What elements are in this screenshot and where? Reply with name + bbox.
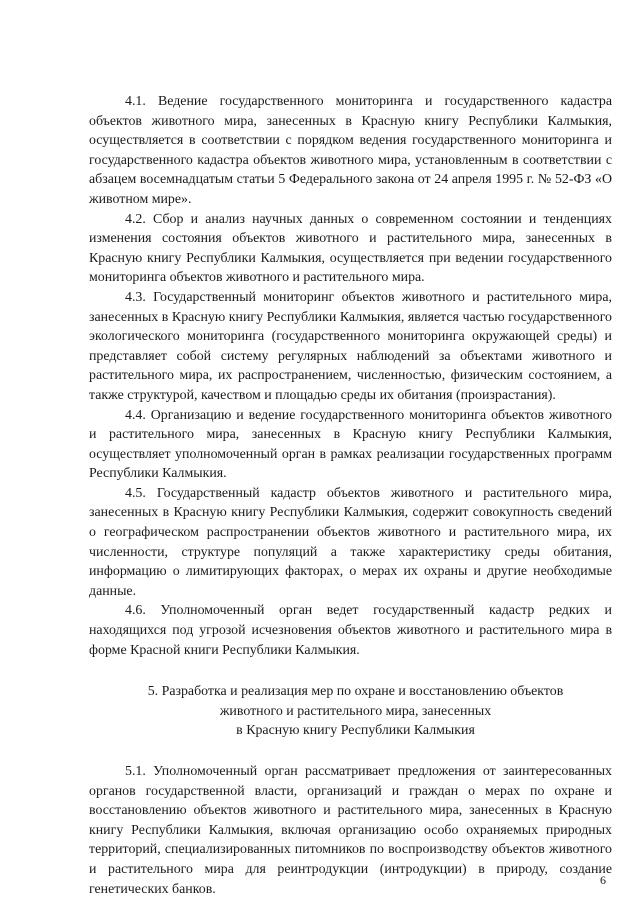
paragraph-4-2: 4.2. Сбор и анализ научных данных о современном состоянии и тенденциях изменения состояния объектов животного и растительного мира, занесенных в Красную книгу Республики Калмыкия, осуществляется при ведении государственного мониторинга объектов животного и растительного мира. <box>89 211 612 286</box>
section-heading-line: в Красную книгу Республики Калмыкия <box>236 723 475 739</box>
paragraph-4-6: 4.6. Уполномоченный орган ведет государственный кадастр редких и находящихся под угрозой исчезновения объектов животного и растительного мира в форме Красной книги Республики Калмыкия. <box>89 603 612 658</box>
page-content <box>89 92 612 899</box>
section-heading-line: 5. Разработка и реализация мер по охране и восстановлению объектов <box>147 684 564 700</box>
paragraph-5-1: 5.1. Уполномоченный орган рассматривает предложения от заинтересованных органов государственной власти, организаций и граждан о мерах по охране и восстановлению объектов животного и растительного мира, занесенных в Красную книгу Республики Калмыкия, включая организацию особо охраняемых природных территорий, специализированных питомников по воспроизводству объектов животного и растительного мира для реинтродукции (интродукции) в природу, создание генетических банков. <box>89 764 612 897</box>
page-number: 6 <box>600 873 606 887</box>
section-5-heading <box>89 682 612 741</box>
paragraph-4-4: 4.4. Организацию и ведение государственного мониторинга объектов животного и растительного мира, занесенных в Красную книгу Республики Калмыкия, осуществляет уполномоченный орган в рамках реализации государственных программ Республики Калмыкия. <box>89 407 612 482</box>
paragraph-4-5: 4.5. Государственный кадастр объектов животного и растительного мира, занесенных в Красную книгу Республики Калмыкия, содержит совокупность сведений о географическом распространении объектов животного и растительного мира, их численности, структуре популяций а также характеристику среды обитания, информацию о лимитирующих факторах, о мерах их охраны и другие необходимые данные. <box>89 485 612 599</box>
section-heading-line: животного и растительного мира, занесенных <box>219 703 492 719</box>
paragraph-4-1: 4.1. Ведение государственного мониторинга и государственного кадастра объектов животного мира, занесенных в Красную книгу Республики Калмыкия, осуществляется в соответствии с порядком ведения государственного мониторинга и государственного кадастра объектов животного мира, установленным в соответствии с абзацем восемнадцатым статьи 5 Федерального закона от 24 апреля 1995 г. № 52-ФЗ «О животном мире». <box>89 94 612 207</box>
paragraph-4-3: 4.3. Государственный мониторинг объектов животного и растительного мира, занесенных в Красную книгу Республики Калмыкия, является частью государственного экологического мониторинга (государственного мониторинга окружающей среды) и представляет собой систему регулярных наблюдений за объектами животного и растительного мира, их распространением, численностью, физическим состоянием, а также структурой, качеством и площадью среды их обитания (произрастания). <box>89 289 612 403</box>
